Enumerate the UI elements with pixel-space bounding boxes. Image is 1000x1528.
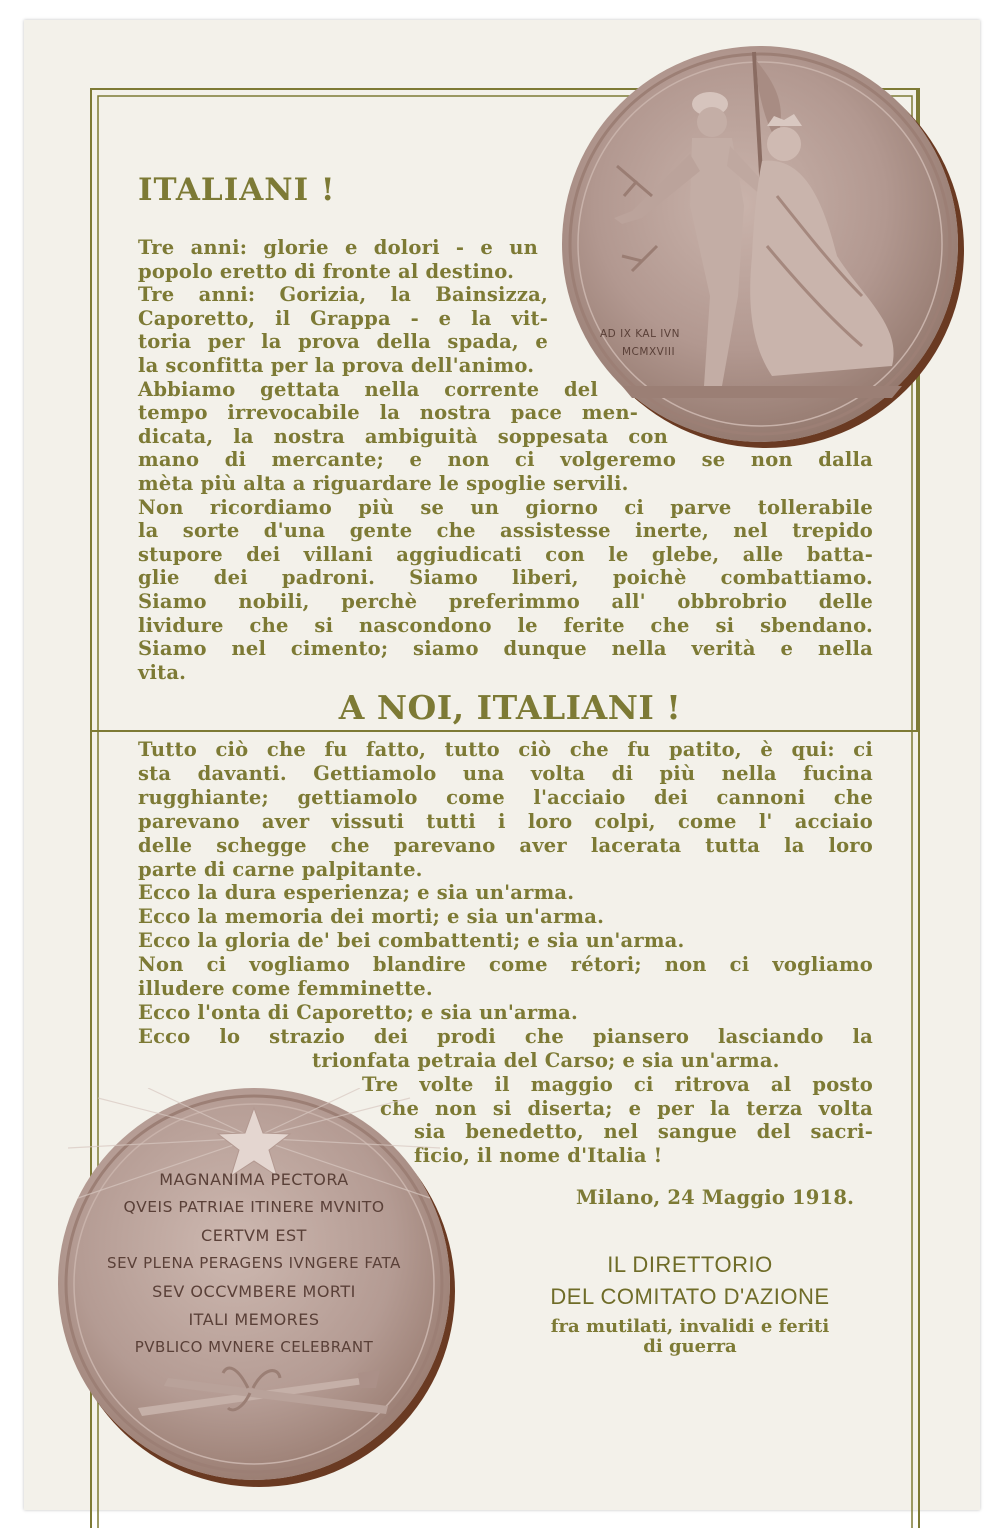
text-line: sia benedetto, nel sangue del sacri- — [414, 1120, 873, 1144]
medal-top — [562, 46, 958, 442]
text-line: ficio, il nome d'Italia ! — [414, 1144, 663, 1168]
text-line: parevano aver vissuti tutti i loro colpi, come l' acciaio — [138, 809, 873, 833]
text-line: stupore dei villani aggiudicati con le glebe, alle batta- — [138, 542, 873, 566]
medal-inscription-line: CERTVM EST — [201, 1226, 307, 1245]
text-line: Non ricordiamo più se un giorno ci parve tollerabile — [138, 495, 873, 519]
signature-line-3: fra mutilati, invalidi e feriti — [550, 1316, 830, 1337]
text-line: sta davanti. Gettiamolo una volta di più nella fucina — [138, 761, 873, 785]
text-line: Ecco lo strazio dei prodi che piansero lasciando la — [138, 1024, 873, 1048]
text-line: Tre anni: glorie e dolori - e un — [138, 236, 538, 259]
medal-inscription-line: ITALI MEMORES — [188, 1310, 320, 1329]
text-line: Siamo nobili, perchè preferimmo all' obbrobrio delle — [138, 590, 873, 613]
signature-line-2: DEL COMITATO D'AZIONE — [550, 1284, 830, 1309]
text-line: Caporetto, il Grappa - e la vit- — [138, 306, 548, 330]
text-line: Tutto ciò che fu fatto, tutto ciò che fu patito, è qui: ci — [138, 738, 873, 761]
text-line: tempo irrevocabile la nostra pace men- — [138, 401, 638, 425]
text-line: parte di carne palpitante. — [138, 857, 423, 881]
medal-inscription-line: PVBLICO MVNERE CELEBRANT — [134, 1338, 374, 1356]
text-line: mèta più alta a riguardare le spoglie servili. — [138, 472, 629, 495]
text-line: Non ci vogliamo blandire come rétori; non ci vogliamo — [138, 953, 873, 977]
text-line: Siamo nel cimento; siamo dunque nella verità e nella — [138, 637, 873, 661]
heading-italiani: ITALIANI ! — [138, 172, 336, 208]
text-line: Ecco la dura esperienza; e sia un'arma. — [138, 881, 575, 905]
medal-relief-figures-icon — [562, 46, 958, 442]
medal-inscription-line: SEV PLENA PERAGENS IVNGERE FATA — [107, 1254, 401, 1272]
text-line: che non si diserta; e per la terza volta — [380, 1096, 873, 1120]
text-line: delle schegge che parevano aver lacerata tutta la loro — [138, 833, 873, 857]
text-line: trionfata petraia del Carso; e sia un'arma. — [312, 1048, 780, 1072]
signature-line-1: IL DIRETTORIO — [607, 1252, 773, 1277]
medal-top-inscription-2: MCMXVIII — [622, 346, 676, 358]
text-line: Ecco la memoria dei morti; e sia un'arma. — [138, 905, 605, 929]
text-line: Abbiamo gettata nella corrente del — [138, 377, 598, 401]
date-line: Milano, 24 Maggio 1918. — [576, 1186, 855, 1209]
text-line: lividure che si nascondono le ferite che si sbendano. — [138, 613, 873, 637]
medal-bottom — [58, 1088, 450, 1480]
text-line: mano di mercante; e non ci volgeremo se non dalla — [138, 448, 873, 472]
text-line: dicata, la nostra ambiguità soppesata con — [138, 424, 668, 448]
text-line: Ecco l'onta di Caporetto; e sia un'arma. — [138, 1000, 579, 1024]
text-line: la sorte d'una gente che assistesse inerte, nel trepido — [138, 519, 873, 543]
text-line: popolo eretto di fronte al destino. — [138, 259, 515, 283]
text-line: la sconfitta per la prova dell'animo. — [138, 354, 535, 377]
text-line: vita. — [138, 660, 187, 684]
text-line: Tre anni: Gorizia, la Bainsizza, — [138, 283, 548, 307]
heading-a-noi-italiani: A NOI, ITALIANI ! — [338, 688, 682, 727]
medal-inscription-line: MAGNANIMA PECTORA — [159, 1170, 349, 1189]
medal-inscription-line: SEV OCCVMBERE MORTI — [152, 1282, 356, 1301]
text-line: Ecco la gloria de' bei combattenti; e sia un'arma. — [138, 929, 685, 953]
text-line: rugghiante; gettiamolo come l'acciaio dei cannoni che — [138, 785, 873, 809]
text-line: toria per la prova della spada, e — [138, 330, 548, 354]
signature-line-4: di guerra — [643, 1336, 737, 1357]
text-line: Tre volte il maggio ci ritrova al posto — [362, 1072, 873, 1096]
medal-inscription-line: QVEIS PATRIAE ITINERE MVNITO — [123, 1198, 385, 1216]
medal-top-inscription-1: AD IX KAL IVN — [600, 328, 680, 340]
text-line: glie dei padroni. Siamo liberi, poichè combattiamo. — [138, 566, 873, 590]
text-line: illudere come femminette. — [138, 977, 433, 1000]
